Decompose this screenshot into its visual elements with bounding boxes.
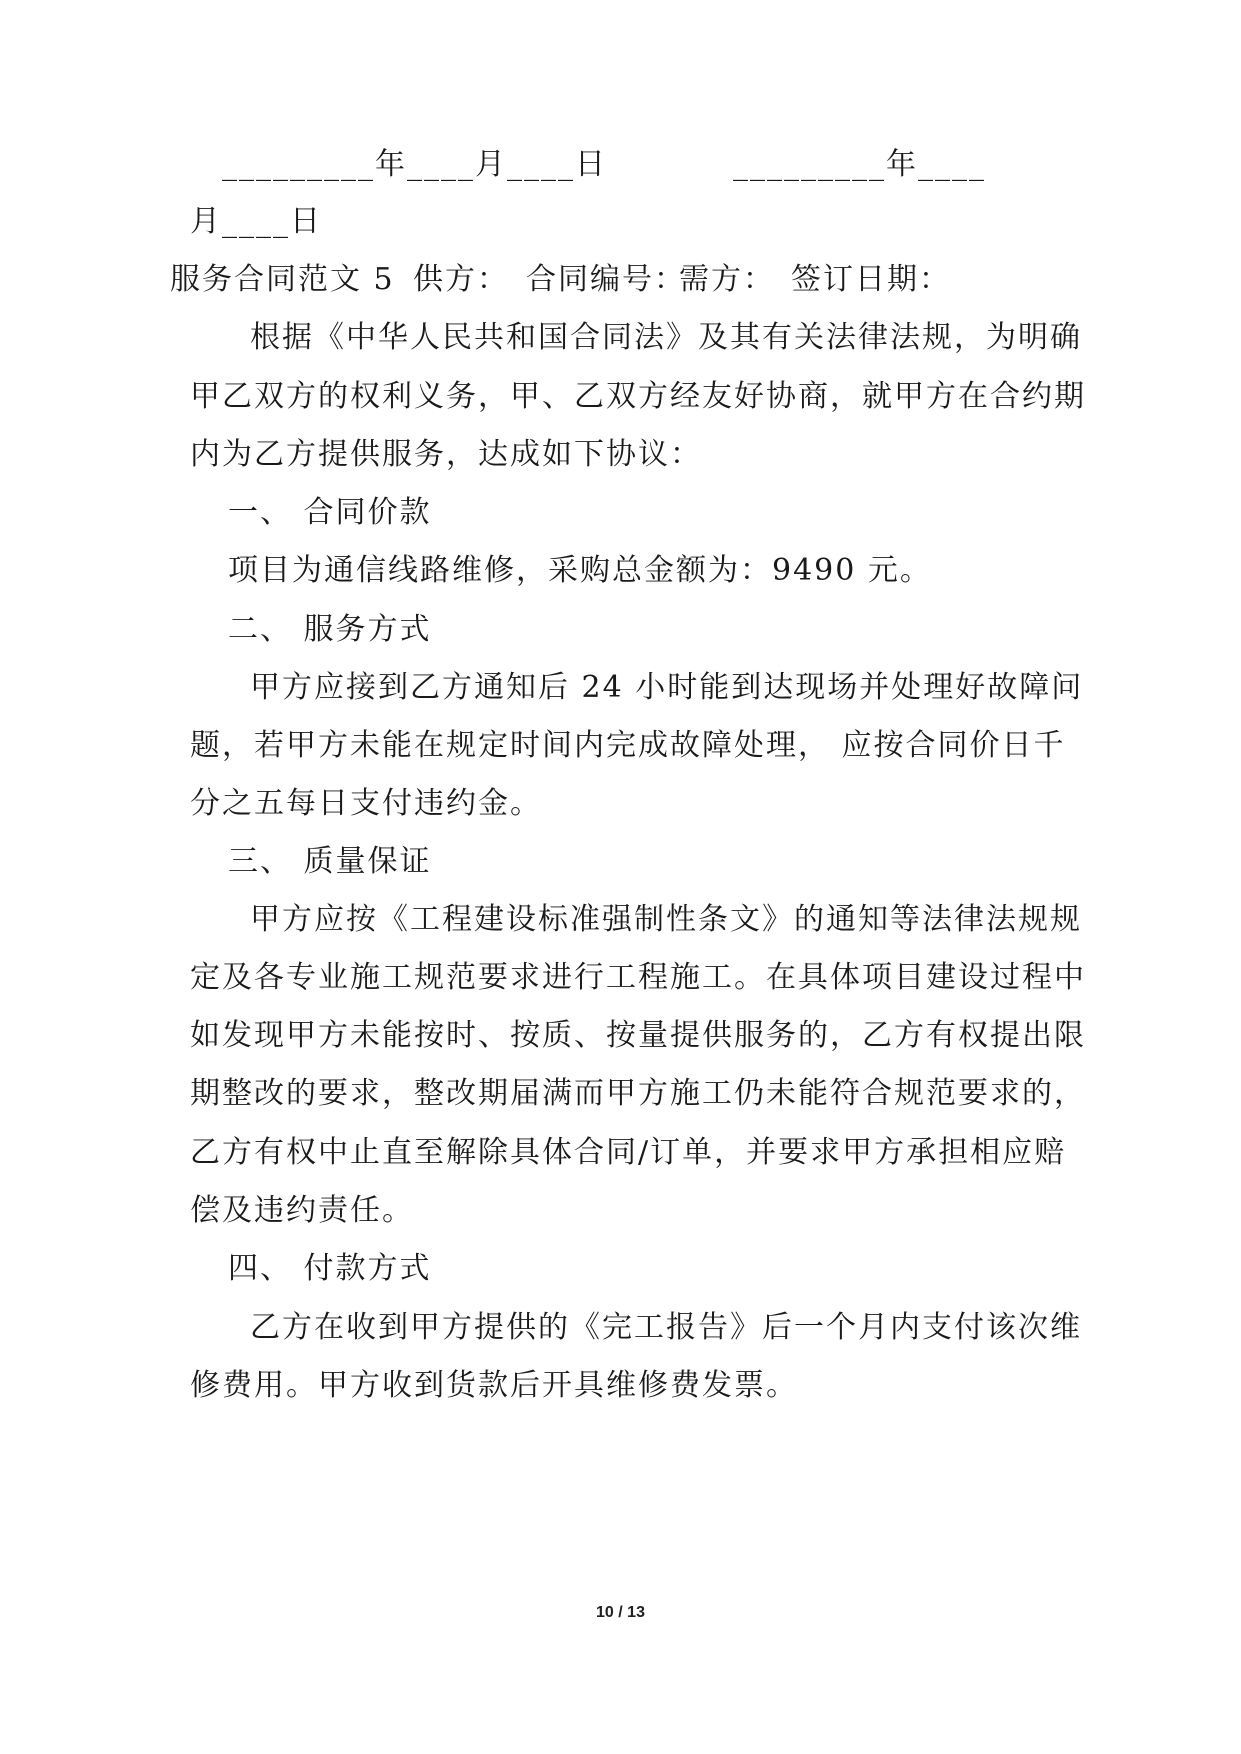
paragraph-line: 期整改的要求，整改期届满而甲方施工仍未能符合规范要求的， [190, 1076, 1086, 1111]
paragraph-line: 修费用。甲方收到货款后开具维修费发票。 [190, 1368, 798, 1403]
section-heading: 一、 合同价款 [228, 495, 432, 530]
paragraph-line: 甲方应按《工程建设标准强制性条文》的通知等法律法规规 [250, 902, 1082, 937]
section-heading: 二、 服务方式 [228, 612, 432, 647]
paragraph-line: 如发现甲方未能按时、按质、按量提供服务的，乙方有权提出限 [190, 1018, 1086, 1053]
paragraph-line: 乙方在收到甲方提供的《完工报告》后一个月内支付该次维 [250, 1310, 1082, 1345]
demander-label: 需方： [679, 262, 775, 297]
signature-date-right-continued: 月____日 [190, 204, 322, 239]
sign-date-label: 签订日期： [791, 262, 951, 297]
section-heading: 三、 质量保证 [228, 844, 432, 879]
intro-line: 内为乙方提供服务，达成如下协议： [190, 437, 702, 472]
paragraph-line: 定及各专业施工规范要求进行工程施工。在具体项目建设过程中 [190, 960, 1086, 995]
contract-meta-row [0, 260, 1241, 300]
section-heading: 四、 付款方式 [228, 1251, 432, 1286]
intro-line: 甲乙双方的权利义务，甲、乙双方经友好协商，就甲方在合约期 [190, 379, 1086, 414]
signature-date-left: _________年____月____日 [222, 147, 607, 182]
page-number: 10 / 13 [596, 1604, 645, 1621]
paragraph-line: 分之五每日支付违约金。 [190, 786, 542, 821]
contract-title: 服务合同范文 5 [170, 262, 395, 297]
supplier-label: 供方： [413, 262, 509, 297]
paragraph-line: 偿及违约责任。 [190, 1193, 414, 1228]
paragraph-line: 题，若甲方未能在规定时间内完成故障处理， 应按合同价日千 [190, 728, 1066, 763]
signature-date-right: _________年____ [733, 147, 986, 182]
paragraph-line: 项目为通信线路维修，采购总金额为：9490 元。 [228, 553, 932, 588]
contract-number-label: 合同编号： [526, 262, 686, 297]
intro-line: 根据《中华人民共和国合同法》及其有关法律法规，为明确 [250, 320, 1082, 355]
paragraph-line: 甲方应接到乙方通知后 24 小时能到达现场并处理好故障问 [250, 670, 1084, 705]
signature-date-row [0, 145, 1241, 185]
paragraph-line: 乙方有权中止直至解除具体合同/订单，并要求甲方承担相应赔 [190, 1135, 1067, 1170]
